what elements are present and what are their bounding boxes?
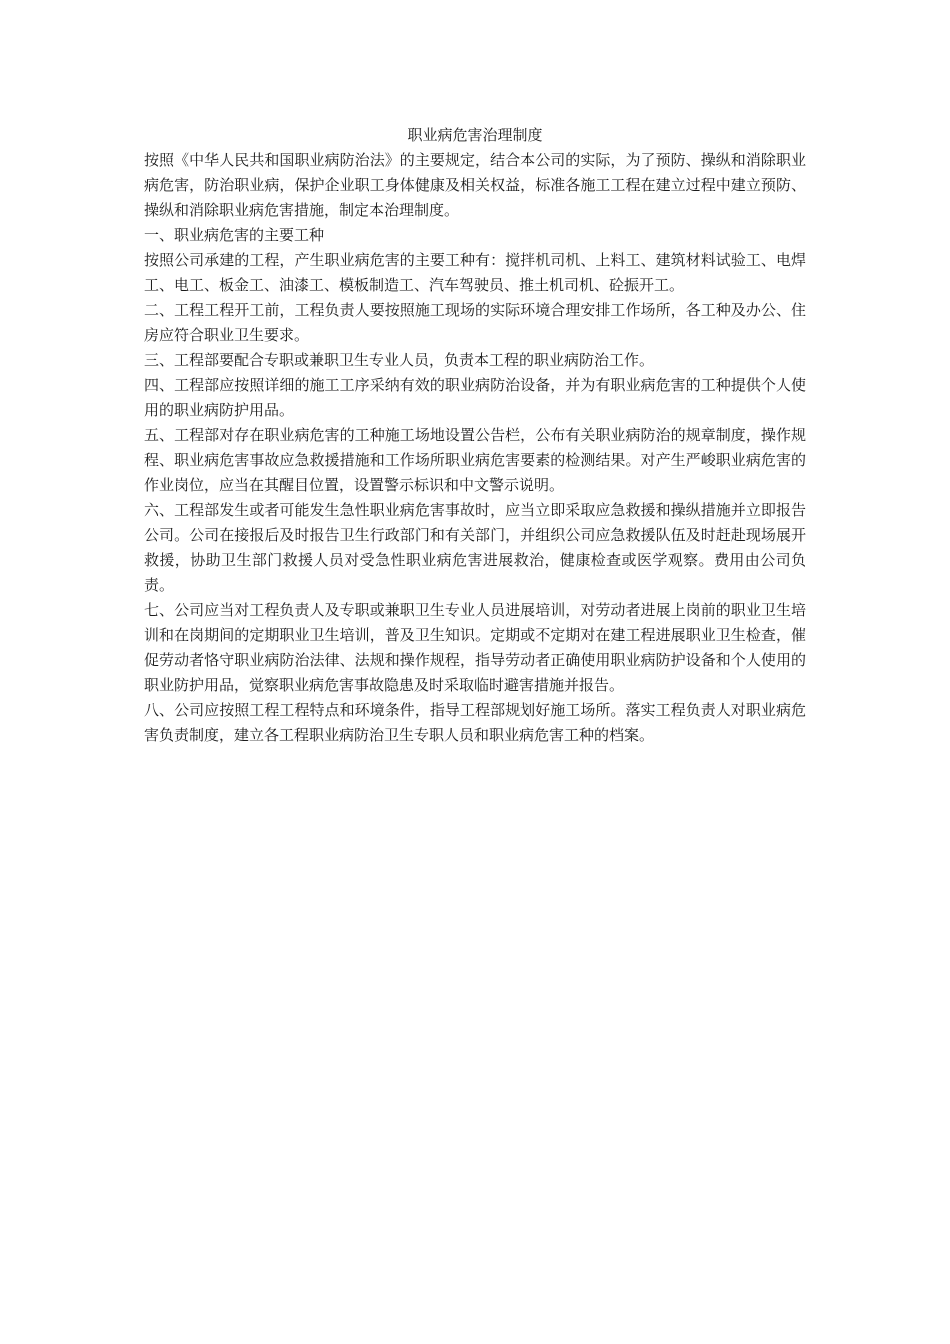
paragraph-section-4: 四、工程部应按照详细的施工工序采纳有效的职业病防治设备，并为有职业病危害的工种提供个人使用的职业病防护用品。 bbox=[144, 376, 806, 419]
paragraph-section-5: 五、工程部对存在职业病危害的工种施工场地设置公告栏，公布有关职业病防治的规章制度，操作规程、职业病危害事故应急救援措施和工作场所职业病危害要素的检测结果。对产生严峻职业病危害的作业岗位，应当在其醒目位置，设置警示标识和中文警示说明。 bbox=[144, 426, 806, 494]
paragraph-section-3: 三、工程部要配合专职或兼职卫生专业人员，负责本工程的职业病防治工作。 bbox=[144, 351, 655, 369]
paragraph-section-8: 八、公司应按照工程工程特点和环境条件，指导工程部规划好施工场所。落实工程负责人对职业病危害负责制度，建立各工程职业病防治卫生专职人员和职业病危害工种的档案。 bbox=[144, 701, 806, 744]
document-page bbox=[144, 122, 806, 748]
paragraph-section-6: 六、工程部发生或者可能发生急性职业病危害事故时，应当立即采取应急救援和操纵措施并立即报告公司。公司在接报后及时报告卫生行政部门和有关部门，并组织公司应急救援队伍及时赶赴现场展开救援，协助卫生部门救援人员对受急性职业病危害进展救治，健康检查或医学观察。费用由公司负责。 bbox=[144, 501, 806, 594]
paragraph-section-1-body: 按照公司承建的工程，产生职业病危害的主要工种有：搅拌机司机、上料工、建筑材料试验工、电焊工、电工、板金工、油漆工、模板制造工、汽车驾驶员、推土机司机、砼振开工。 bbox=[144, 251, 806, 294]
paragraph-section-1-heading: 一、职业病危害的主要工种 bbox=[144, 226, 325, 244]
document-title: 职业病危害治理制度 bbox=[407, 126, 543, 144]
paragraph-section-2: 二、工程工程开工前，工程负责人要按照施工现场的实际环境合理安排工作场所，各工种及办公、住房应符合职业卫生要求。 bbox=[144, 301, 806, 344]
paragraph-section-7: 七、公司应当对工程负责人及专职或兼职卫生专业人员进展培训，对劳动者进展上岗前的职业卫生培训和在岗期间的定期职业卫生培训，普及卫生知识。定期或不定期对在建工程进展职业卫生检查，催促劳动者恪守职业病防治法律、法规和操作规程，指导劳动者正确使用职业病防护设备和个人使用的职业防护用品，觉察职业病危害事故隐患及时采取临时避害措施并报告。 bbox=[144, 601, 806, 694]
paragraph-intro: 按照《中华人民共和国职业病防治法》的主要规定，结合本公司的实际，为了预防、操纵和消除职业病危害，防治职业病，保护企业职工身体健康及相关权益，标准各施工工程在建立过程中建立预防、操纵和消除职业病危害措施，制定本治理制度。 bbox=[144, 151, 806, 219]
